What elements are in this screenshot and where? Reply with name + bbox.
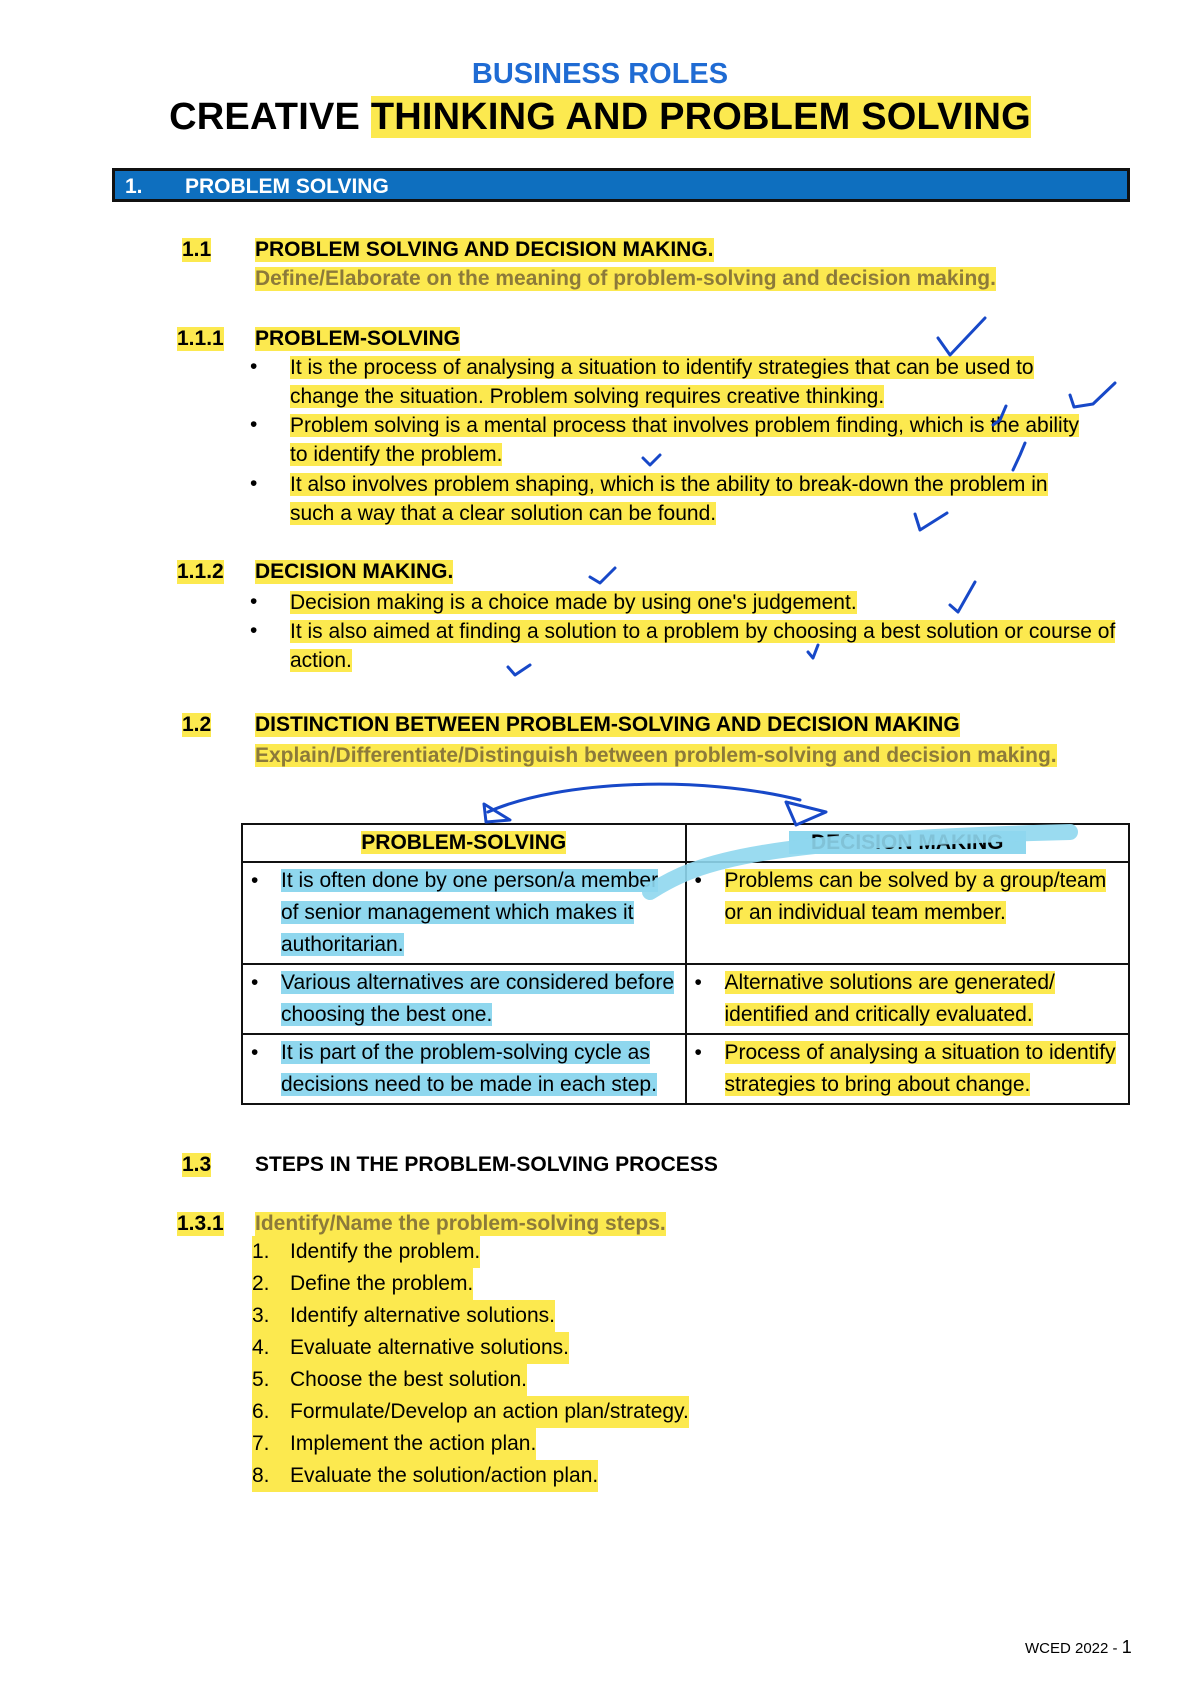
table-row bbox=[242, 862, 1129, 964]
bullet-dot: • bbox=[250, 619, 258, 642]
s111-heading: PROBLEM-SOLVING bbox=[255, 327, 460, 350]
table-header-problem-solving: PROBLEM-SOLVING bbox=[242, 824, 686, 862]
step-text: Choose the best solution. bbox=[290, 1364, 527, 1396]
s112-heading: DECISION MAKING. bbox=[255, 560, 454, 583]
table-header-decision-making: DECISION MAKING bbox=[686, 824, 1130, 862]
step-number: 8. bbox=[252, 1460, 290, 1492]
s12-number: 1.2 bbox=[182, 713, 212, 736]
list-item: Decision making is a choice made by using one's judgement. bbox=[290, 591, 857, 614]
list-item bbox=[252, 1460, 689, 1492]
s12-heading: DISTINCTION BETWEEN PROBLEM-SOLVING AND DECISION MAKING bbox=[255, 713, 960, 736]
bullet-dot: • bbox=[250, 413, 258, 436]
bullet-dot: • bbox=[250, 472, 258, 495]
section-header-bar bbox=[112, 168, 1130, 202]
list-item bbox=[252, 1300, 689, 1332]
step-text: Evaluate alternative solutions. bbox=[290, 1332, 569, 1364]
subject-title: BUSINESS ROLES bbox=[471, 58, 729, 90]
list-item bbox=[252, 1236, 689, 1268]
step-number: 4. bbox=[252, 1332, 290, 1364]
table-cell: • It is part of the problem-solving cycle as decisions need to be made in each step. bbox=[242, 1034, 686, 1104]
table-cell: • Process of analysing a situation to identify strategies to bring about change. bbox=[686, 1034, 1130, 1104]
step-text: Implement the action plan. bbox=[290, 1428, 536, 1460]
step-number: 5. bbox=[252, 1364, 290, 1396]
checkmark-icon bbox=[590, 568, 615, 583]
step-number: 6. bbox=[252, 1396, 290, 1428]
s131-question: Identify/Name the problem-solving steps. bbox=[255, 1212, 666, 1235]
page-footer bbox=[1025, 1637, 1132, 1658]
list-item bbox=[252, 1396, 689, 1428]
section-number: 1. bbox=[125, 175, 143, 198]
bullet-dot: • bbox=[250, 590, 258, 613]
step-text: Formulate/Develop an action plan/strategy. bbox=[290, 1396, 689, 1428]
s12-question: Explain/Differentiate/Distinguish between problem-solving and decision making. bbox=[255, 744, 1057, 767]
step-text: Identify alternative solutions. bbox=[290, 1300, 555, 1332]
table-row bbox=[242, 1034, 1129, 1104]
list-item bbox=[252, 1428, 689, 1460]
step-text: Identify the problem. bbox=[290, 1236, 480, 1268]
table-cell: • Various alternatives are considered before choosing the best one. bbox=[242, 964, 686, 1034]
section-label: PROBLEM SOLVING bbox=[185, 175, 389, 198]
page-number: 1 bbox=[1121, 1637, 1132, 1657]
bullet-dot: • bbox=[250, 355, 258, 378]
list-item bbox=[252, 1332, 689, 1364]
checkmark-icon bbox=[938, 318, 985, 355]
step-number: 2. bbox=[252, 1268, 290, 1300]
arrowhead-icon bbox=[484, 804, 510, 822]
list-item: It is also aimed at finding a solution to a problem by choosing a best solution or course of action. bbox=[290, 620, 1116, 672]
s111-number: 1.1.1 bbox=[177, 327, 224, 350]
curved-arrow-icon bbox=[488, 784, 800, 812]
footer-org: WCED 2022 - bbox=[1025, 1640, 1118, 1657]
list-item bbox=[252, 1268, 689, 1300]
title-highlight: THINKING AND PROBLEM SOLVING bbox=[370, 96, 1031, 138]
step-number: 7. bbox=[252, 1428, 290, 1460]
table-cell: • Problems can be solved by a group/team or an individual team member. bbox=[686, 862, 1130, 964]
arrowhead-icon bbox=[786, 802, 826, 825]
s11-question: Define/Elaborate on the meaning of problem-solving and decision making. bbox=[255, 267, 996, 290]
s13-number: 1.3 bbox=[182, 1153, 212, 1176]
comparison-table bbox=[241, 823, 1130, 1105]
step-number: 3. bbox=[252, 1300, 290, 1332]
list-item bbox=[252, 1364, 689, 1396]
list-item: It is the process of analysing a situation to identify strategies that can be used to change the situation. Problem solving requires creative thinking. bbox=[290, 356, 1034, 408]
s112-number: 1.1.2 bbox=[177, 560, 224, 583]
list-item: Problem solving is a mental process that involves problem finding, which is the ability to identify the problem. bbox=[290, 414, 1080, 466]
table-cell: • Alternative solutions are generated/ identified and critically evaluated. bbox=[686, 964, 1130, 1034]
s131-number: 1.3.1 bbox=[177, 1212, 224, 1235]
table-cell: • It is often done by one person/a member of senior management which makes it authoritarian. bbox=[242, 862, 686, 964]
s11-number: 1.1 bbox=[182, 238, 212, 261]
step-text: Define the problem. bbox=[290, 1268, 473, 1300]
title-plain: CREATIVE bbox=[169, 96, 361, 138]
s13-heading: STEPS IN THE PROBLEM-SOLVING PROCESS bbox=[255, 1153, 718, 1176]
list-item: It also involves problem shaping, which is the ability to break-down the problem in such a way that a clear solution can be found. bbox=[290, 473, 1048, 525]
step-number: 1. bbox=[252, 1236, 290, 1268]
steps-list bbox=[252, 1236, 689, 1492]
s11-heading: PROBLEM SOLVING AND DECISION MAKING. bbox=[255, 238, 714, 261]
step-text: Evaluate the solution/action plan. bbox=[290, 1460, 598, 1492]
page-title bbox=[0, 96, 1200, 139]
table-row bbox=[242, 964, 1129, 1034]
